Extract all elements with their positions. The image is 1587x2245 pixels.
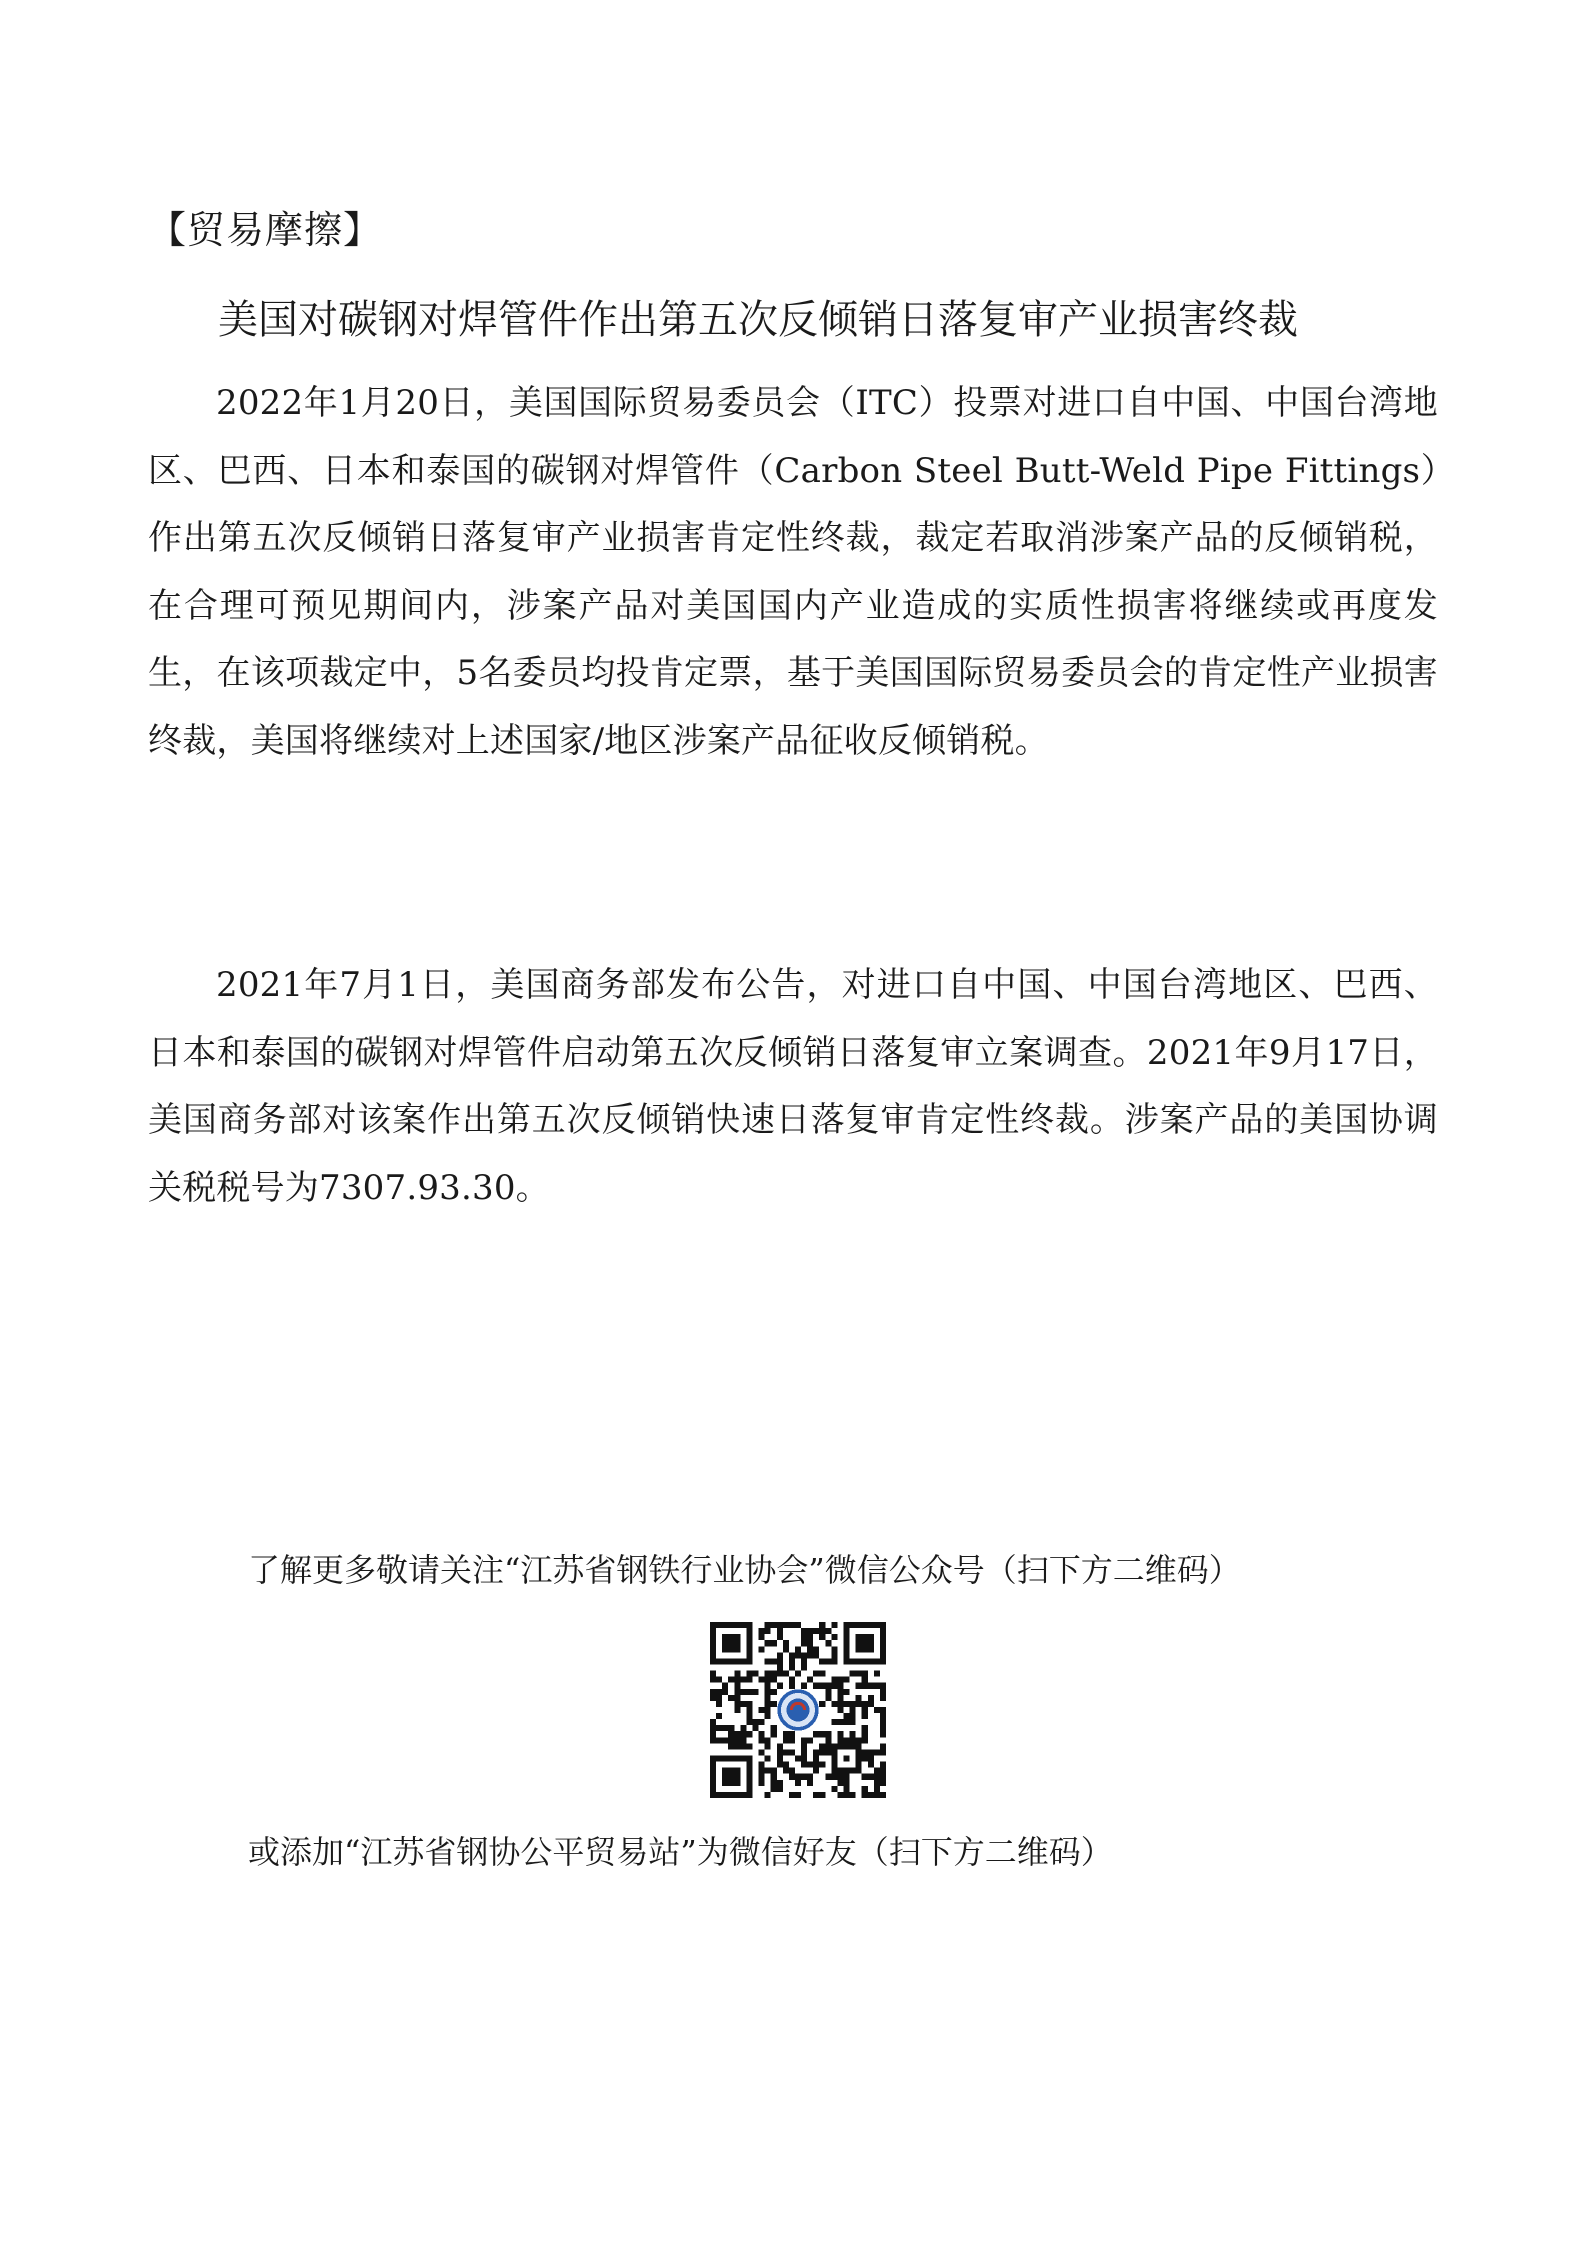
qr-logo xyxy=(777,1689,819,1731)
paragraph-1: 2022年1月20日，美国国际贸易委员会（ITC）投票对进口自中国、中国台湾地区、巴西、日本和泰国的碳钢对焊管件（Carbon Steel Butt-Weld Pipe Fittings）作出第五次反倾销日落复审产业损害肯定性终裁，裁定若取消涉案产品的反倾销税，在合理可预见期间内，涉案产品对美国国内产业造成的实质性损害将继续或再度发生，在该项裁定中，5名委员均投肯定票，基于美国国际贸易委员会的肯定性产业损害终裁，美国将继续对上述国家/地区涉案产品征收反倾销税。 xyxy=(148,383,1438,761)
qr-code-icon xyxy=(710,1622,886,1798)
article-title: 美国对碳钢对焊管件作出第五次反倾销日落复审产业损害终裁 xyxy=(218,297,1298,343)
section-tag: 【贸易摩擦】 xyxy=(148,208,383,252)
add-friend-text: 或添加“江苏省钢协公平贸易站”为微信好友（扫下方二维码） xyxy=(248,1833,1113,1871)
follow-account-text: 了解更多敬请关注“江苏省钢铁行业协会”微信公众号（扫下方二维码） xyxy=(248,1551,1241,1589)
paragraph-2: 2021年7月1日，美国商务部发布公告，对进口自中国、中国台湾地区、巴西、日本和泰国的碳钢对焊管件启动第五次反倾销日落复审立案调查。2021年9月17日，美国商务部对该案作出第五次反倾销快速日落复审肯定性终裁。涉案产品的美国协调关税税号为7307.93.30。 xyxy=(148,965,1438,1208)
